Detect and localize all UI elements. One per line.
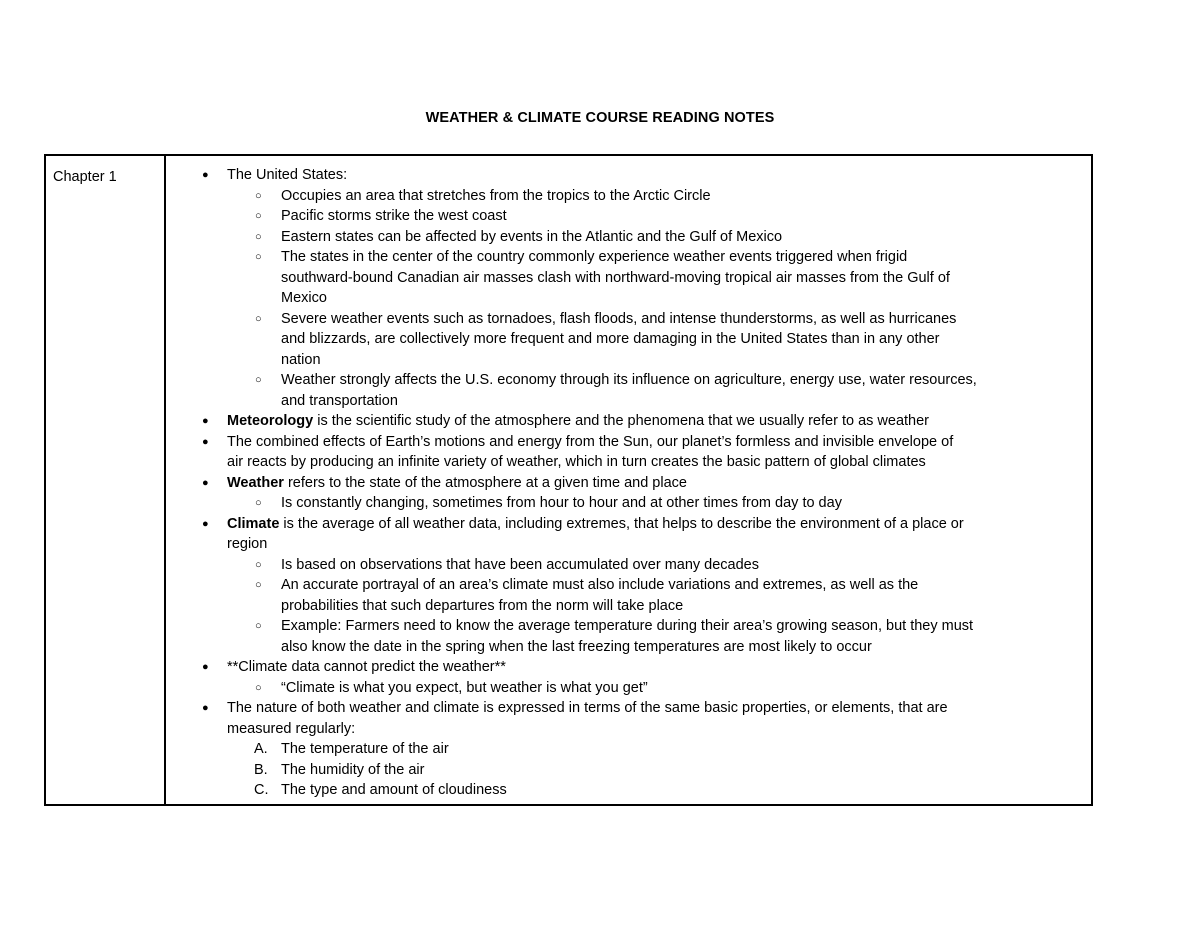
note-text: The nature of both weather and climate is expressed in terms of the same basic properties, or elements, that are — [227, 700, 948, 716]
note-line — [166, 514, 1091, 535]
note-line — [166, 739, 1091, 760]
note-line — [166, 493, 1091, 514]
note-text: The combined effects of Earth’s motions and energy from the Sun, our planet’s formless and invisible envelope of — [227, 433, 954, 450]
document-title: WEATHER & CLIMATE COURSE READING NOTES — [425, 110, 775, 126]
sub-bullet-icon: ○ — [255, 230, 262, 243]
bullet-icon: ● — [202, 476, 209, 489]
note-text: The temperature of the air — [281, 741, 449, 757]
note-line — [166, 555, 1091, 576]
note-text: The humidity of the air — [281, 761, 425, 778]
list-letter-marker: B. — [254, 761, 268, 778]
bullet-icon: ● — [202, 661, 209, 673]
note-text: Mexico — [281, 290, 327, 306]
note-line — [166, 247, 1091, 268]
note-text: The United States: — [227, 167, 348, 183]
sub-bullet-icon: ○ — [255, 681, 262, 694]
note-line — [166, 657, 1091, 678]
note-line — [166, 268, 1091, 289]
note-line — [166, 165, 1091, 186]
note-text: measured regularly: — [227, 720, 356, 737]
list-letter-marker: C. — [254, 782, 269, 798]
note-text: **Climate data cannot predict the weather** — [227, 659, 506, 675]
note-line — [166, 719, 1091, 740]
sub-bullet-icon: ○ — [255, 210, 262, 222]
note-line — [166, 288, 1091, 309]
note-line — [166, 698, 1091, 719]
note-text: Example: Farmers need to know the average temperature during their area’s growing season, but they must — [281, 618, 974, 634]
note-line — [166, 596, 1091, 617]
term-bold: Weather — [227, 474, 284, 491]
note-line — [166, 760, 1091, 781]
note-text: southward-bound Canadian air masses clash with northward-moving tropical air masses from the Gulf of — [281, 269, 950, 286]
note-text: probabilities that such departures from the norm will take place — [281, 597, 684, 614]
bullet-icon: ● — [202, 415, 209, 427]
note-line — [166, 350, 1091, 371]
note-text: “Climate is what you expect, but weather is what you get” — [281, 679, 648, 696]
sub-bullet-icon: ○ — [255, 579, 262, 591]
term-bold: Climate — [227, 515, 280, 532]
sub-bullet-icon: ○ — [255, 251, 262, 263]
note-line — [166, 206, 1091, 227]
note-line — [166, 227, 1091, 248]
note-text: Severe weather events such as tornadoes, flash floods, and intense thunderstorms, as well as hurricanes — [281, 310, 957, 327]
note-text: The states in the center of the country commonly experience weather events triggered when frigid — [281, 249, 908, 265]
note-text: region — [227, 536, 268, 552]
note-line — [166, 452, 1091, 473]
sub-bullet-icon: ○ — [255, 374, 262, 386]
bullet-icon: ● — [202, 702, 209, 714]
note-line — [166, 186, 1091, 207]
sub-bullet-icon: ○ — [255, 312, 262, 325]
note-line — [166, 678, 1091, 699]
note-line — [166, 616, 1091, 637]
note-text: The type and amount of cloudiness — [281, 782, 507, 798]
note-line — [166, 534, 1091, 555]
sub-bullet-icon: ○ — [255, 558, 262, 571]
sub-bullet-icon: ○ — [255, 497, 262, 509]
sub-bullet-icon: ○ — [255, 189, 262, 202]
note-text: is the average of all weather data, including extremes, that helps to describe the environment of a place or — [279, 515, 964, 532]
term-bold: Meteorology — [227, 413, 314, 429]
note-text: air reacts by producing an infinite variety of weather, which in turn creates the basic pattern of global climates — [227, 454, 926, 470]
note-text: Pacific storms strike the west coast — [281, 208, 507, 224]
sub-bullet-icon: ○ — [255, 620, 262, 632]
bullet-icon: ● — [202, 517, 209, 530]
note-text: nation — [281, 351, 321, 368]
note-line — [166, 329, 1091, 350]
note-text: is the scientific study of the atmosphere and the phenomena that we usually refer to as weather — [313, 413, 929, 429]
note-text: and transportation — [281, 392, 398, 409]
note-text: Weather strongly affects the U.S. economy through its influence on agriculture, energy use, water resources, — [281, 372, 977, 388]
note-text: and blizzards, are collectively more frequent and more damaging in the United States than in any other — [281, 331, 940, 347]
note-text: Eastern states can be affected by events in the Atlantic and the Gulf of Mexico — [281, 228, 783, 245]
list-letter-marker: A. — [254, 741, 268, 757]
notes-content — [166, 156, 1091, 804]
note-line — [166, 473, 1091, 494]
note-line — [166, 391, 1091, 412]
note-text: Is constantly changing, sometimes from hour to hour and at other times from day to day — [281, 495, 842, 511]
note-text: refers to the state of the atmosphere at a given time and place — [283, 474, 687, 491]
note-text: Is based on observations that have been accumulated over many decades — [281, 556, 759, 573]
notes-table — [44, 154, 1093, 806]
bullet-icon: ● — [202, 169, 209, 181]
note-text: Occupies an area that stretches from the tropics to the Arctic Circle — [281, 187, 711, 204]
note-line — [166, 370, 1091, 391]
bullet-icon: ● — [202, 435, 209, 448]
note-text: An accurate portrayal of an area’s climate must also include variations and extremes, as well as the — [281, 577, 919, 593]
note-line — [166, 411, 1091, 432]
note-line — [166, 432, 1091, 453]
note-line — [166, 637, 1091, 658]
note-line — [166, 575, 1091, 596]
chapter-label: Chapter 1 — [46, 156, 166, 804]
note-line — [166, 780, 1091, 801]
note-text: also know the date in the spring when the last freezing temperatures are most likely to occur — [281, 638, 872, 655]
note-line — [166, 309, 1091, 330]
